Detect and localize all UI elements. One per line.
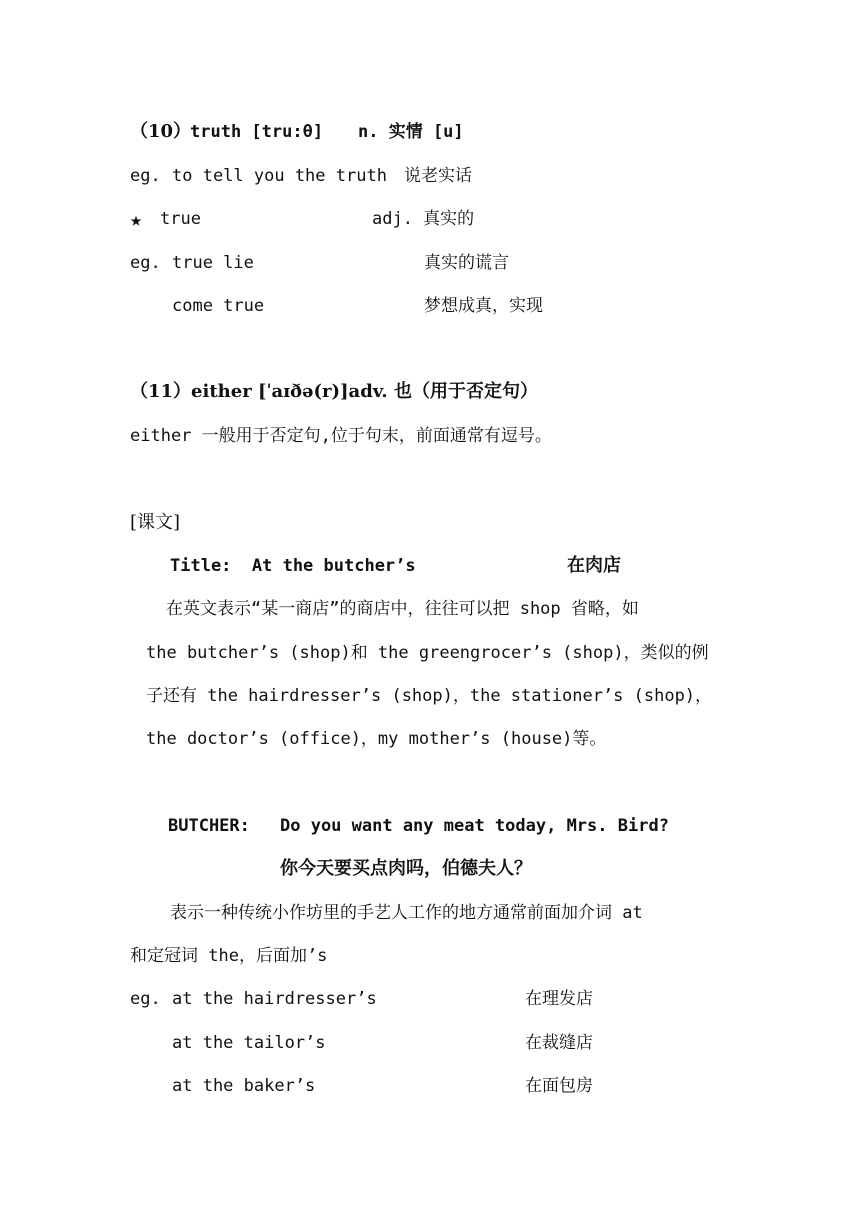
example-english: at the hairdresser’s (172, 989, 377, 1009)
example-english: true lie (172, 253, 254, 273)
paragraph-line: 表示一种传统小作坊里的手艺人工作的地方通常前面加介词 at (170, 903, 643, 923)
dialogue-english: Do you want any meat today, Mrs. Bird? (280, 816, 669, 836)
paragraph-line: 和定冠词 the，后面加’s (130, 946, 328, 966)
part-of-speech: n. 实情 [u] (358, 122, 464, 142)
headword: truth [tru:θ] (190, 122, 324, 142)
example-chinese: 真实的谎言 (424, 253, 509, 273)
lesson-title (170, 554, 730, 578)
example-label: eg. (130, 166, 161, 186)
example-line (130, 987, 750, 1011)
example-line (130, 1074, 750, 1098)
section-label: [课文] (130, 512, 181, 533)
paragraph-line: the doctor’s (office)，my mother’s (house)等。 (146, 729, 607, 749)
example-chinese: 在面包房 (525, 1076, 593, 1096)
star-icon: ★ (130, 207, 143, 231)
related-word: true (160, 209, 201, 229)
example-line (130, 251, 750, 275)
paragraph-line: 在英文表示“某一商店”的商店中，往往可以把 shop 省略，如 (166, 599, 639, 619)
example-chinese: 梦想成真，实现 (424, 296, 543, 316)
example-english: to tell you the truth (172, 166, 387, 186)
dialogue-line (168, 814, 728, 838)
example-english: at the baker’s (172, 1076, 316, 1096)
example-chinese: 在理发店 (525, 989, 593, 1009)
example-line (130, 1031, 750, 1055)
example-english: at the tailor’s (172, 1033, 326, 1053)
related-pos: adj. 真实的 (372, 209, 475, 229)
dialogue-translation: 你今天要买点肉吗，伯德夫人？ (280, 858, 532, 879)
example-chinese: 在裁缝店 (525, 1033, 593, 1053)
title-chinese: 在肉店 (567, 555, 621, 576)
example-chinese: 说老实话 (404, 166, 472, 186)
example-line (130, 164, 750, 188)
title-english: Title: At the butcher’s (170, 556, 416, 576)
paragraph-line: 子还有 the hairdresser’s (shop)，the stationer’s (shop)， (146, 686, 713, 706)
related-word-line (130, 207, 750, 231)
heading-number: （10） (130, 121, 192, 142)
example-label: eg. (130, 253, 161, 273)
truth-heading (130, 120, 750, 144)
example-english: come true (172, 296, 265, 316)
example-line (130, 294, 750, 318)
example-label: eg. (130, 989, 161, 1009)
dialogue-speaker: BUTCHER: (168, 816, 250, 836)
either-heading: （11）either [ˈaɪðə(r)]adv. 也（用于否定句） (130, 381, 538, 402)
either-note: either 一般用于否定句,位于句末，前面通常有逗号。 (130, 426, 552, 446)
paragraph-line: the butcher’s (shop)和 the greengrocer’s (shop)，类似的例 (146, 643, 709, 663)
